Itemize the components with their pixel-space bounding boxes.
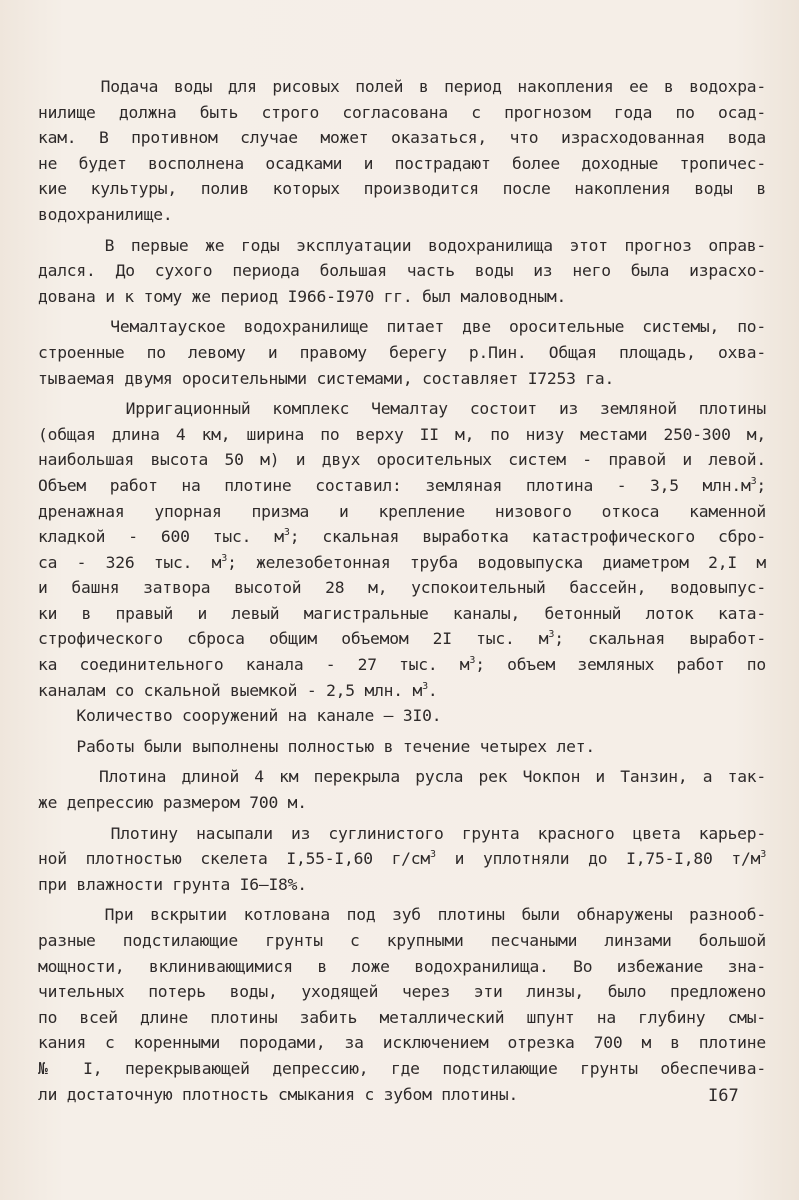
text-line: кие культуры, полив которых производится после накопления воды в (38, 179, 766, 199)
text-line: Работы были выполнены полностью в течение четырех лет. (38, 736, 595, 756)
text-line: Количество сооружений на канале — 3I0. (38, 706, 442, 726)
line-text: ; (756, 475, 766, 495)
text-line: При вскрытии котлована под зуб плотины были обнаружены разнооб- (38, 905, 766, 925)
line-text: ка соединительного канала - 27 тыс. м (38, 655, 470, 675)
text-line: дался. До сухого периода большая часть воды из него была израсхо- (38, 261, 766, 281)
line-text: каналам со скальной выемкой - 2,5 млн. м (38, 680, 423, 700)
text-line: кам. В противном случае может оказаться, что израсходованная вода (38, 128, 766, 148)
text-line (38, 652, 766, 678)
superscript: 3 (548, 629, 555, 641)
text-line: дована и к тому же период I966-I970 гг. был маловодным. (38, 286, 567, 306)
text-line: Плотина длиной 4 км перекрыла русла рек Чокпон и Танзин, а так- (38, 767, 766, 787)
line-text: ; железобетонная труба водовыпуска диаметром 2,I м (227, 552, 766, 572)
text-line: В первые же годы эксплуатации водохранилища этот прогноз оправ- (38, 235, 766, 255)
superscript: 3 (422, 680, 428, 692)
page-number: I67 (708, 1086, 739, 1106)
text-line: водохранилище. (38, 204, 173, 224)
text-line: (общая длина 4 км, ширина по верху II м, по низу местами 250-300 м, (38, 424, 766, 444)
text-line: разные подстилающие грунты с крупными песчаными линзами большой (38, 931, 766, 950)
text-line: ки в правый и левый магистральные каналы, бетонный лоток ката- (38, 603, 766, 623)
superscript: 3 (430, 849, 436, 861)
text-line: ли достаточную плотность смыкания с зубом плотины. (38, 1084, 519, 1104)
superscript: 3 (750, 475, 757, 487)
text-line (38, 846, 766, 872)
text-line: кания с коренными породами, за исключением отрезка 700 м в плотине (38, 1033, 766, 1053)
superscript: 3 (221, 552, 228, 564)
text-line: по всей длине плотины забить металлический шпунт на глубину смы- (38, 1007, 766, 1027)
text-line: Ирригационный комплекс Чемалтау состоит из земляной плотины (38, 399, 766, 419)
text-line: нилище должна быть строго согласована с прогнозом года по осад- (38, 102, 766, 122)
text-line: же депрессию размером 700 м. (38, 793, 307, 813)
superscript: 3 (760, 849, 766, 861)
text-line (38, 550, 766, 576)
text-line: тываемая двумя оросительными системами, составляет I7253 га. (38, 368, 615, 388)
text-line: Чемалтауское водохранилище питает две оросительные системы, по- (38, 317, 766, 337)
text-line: не будет восполнена осадками и пострадают более доходные тропичес- (38, 153, 766, 173)
text-line (38, 626, 766, 652)
text-line: чительных потерь воды, уходящей через эти линзы, было предложено (38, 982, 766, 1002)
text-line: № I, перекрывающей депрессию, где подстилающие грунты обеспечива- (38, 1058, 766, 1078)
text-line: наибольшая высота 50 м) и двух оросительных систем - правой и левой. (38, 450, 766, 470)
line-text: и уплотняли до I,75-I,80 т/м (435, 849, 761, 869)
line-text: ной плотностью скелета I,55-I,60 г/см (38, 849, 430, 869)
superscript: 3 (283, 527, 290, 539)
text-line: дренажная упорная призма и крепление низового откоса каменной (38, 501, 766, 521)
line-text: Объем работ на плотине составил: земляная плотина - 3,5 млн.м (38, 475, 751, 495)
text-line (38, 524, 766, 550)
body-text (38, 74, 766, 1107)
line-text: ; скальная выработка катастрофического сбро- (289, 527, 766, 547)
line-text: строфического сброса общим объемом 2I тыс. м (38, 629, 549, 649)
line-text: . (427, 680, 438, 700)
superscript: 3 (469, 655, 476, 667)
line-text: ; объем земляных работ по (475, 655, 766, 675)
text-line: мощности, вклинивающимися в ложе водохранилища. Во избежание зна- (38, 956, 766, 976)
text-line (38, 473, 766, 499)
line-text: са - 326 тыс. м (38, 552, 222, 572)
text-line: строенные по левому и правому берегу р.Пин. Общая площадь, охва- (38, 342, 766, 362)
line-text: ; скальная выработ- (554, 629, 766, 649)
text-line: Подача воды для рисовых полей в период накопления ее в водохра- (38, 77, 766, 96)
text-line: при влажности грунта I6—I8%. (38, 874, 307, 894)
line-text: кладкой - 600 тыс. м (38, 527, 284, 547)
text-line (38, 678, 766, 704)
text-line: Плотину насыпали из суглинистого грунта красного цвета карьер- (38, 823, 766, 843)
text-line: и башня затвора высотой 28 м, успокоительный бассейн, водовыпус- (38, 578, 766, 598)
